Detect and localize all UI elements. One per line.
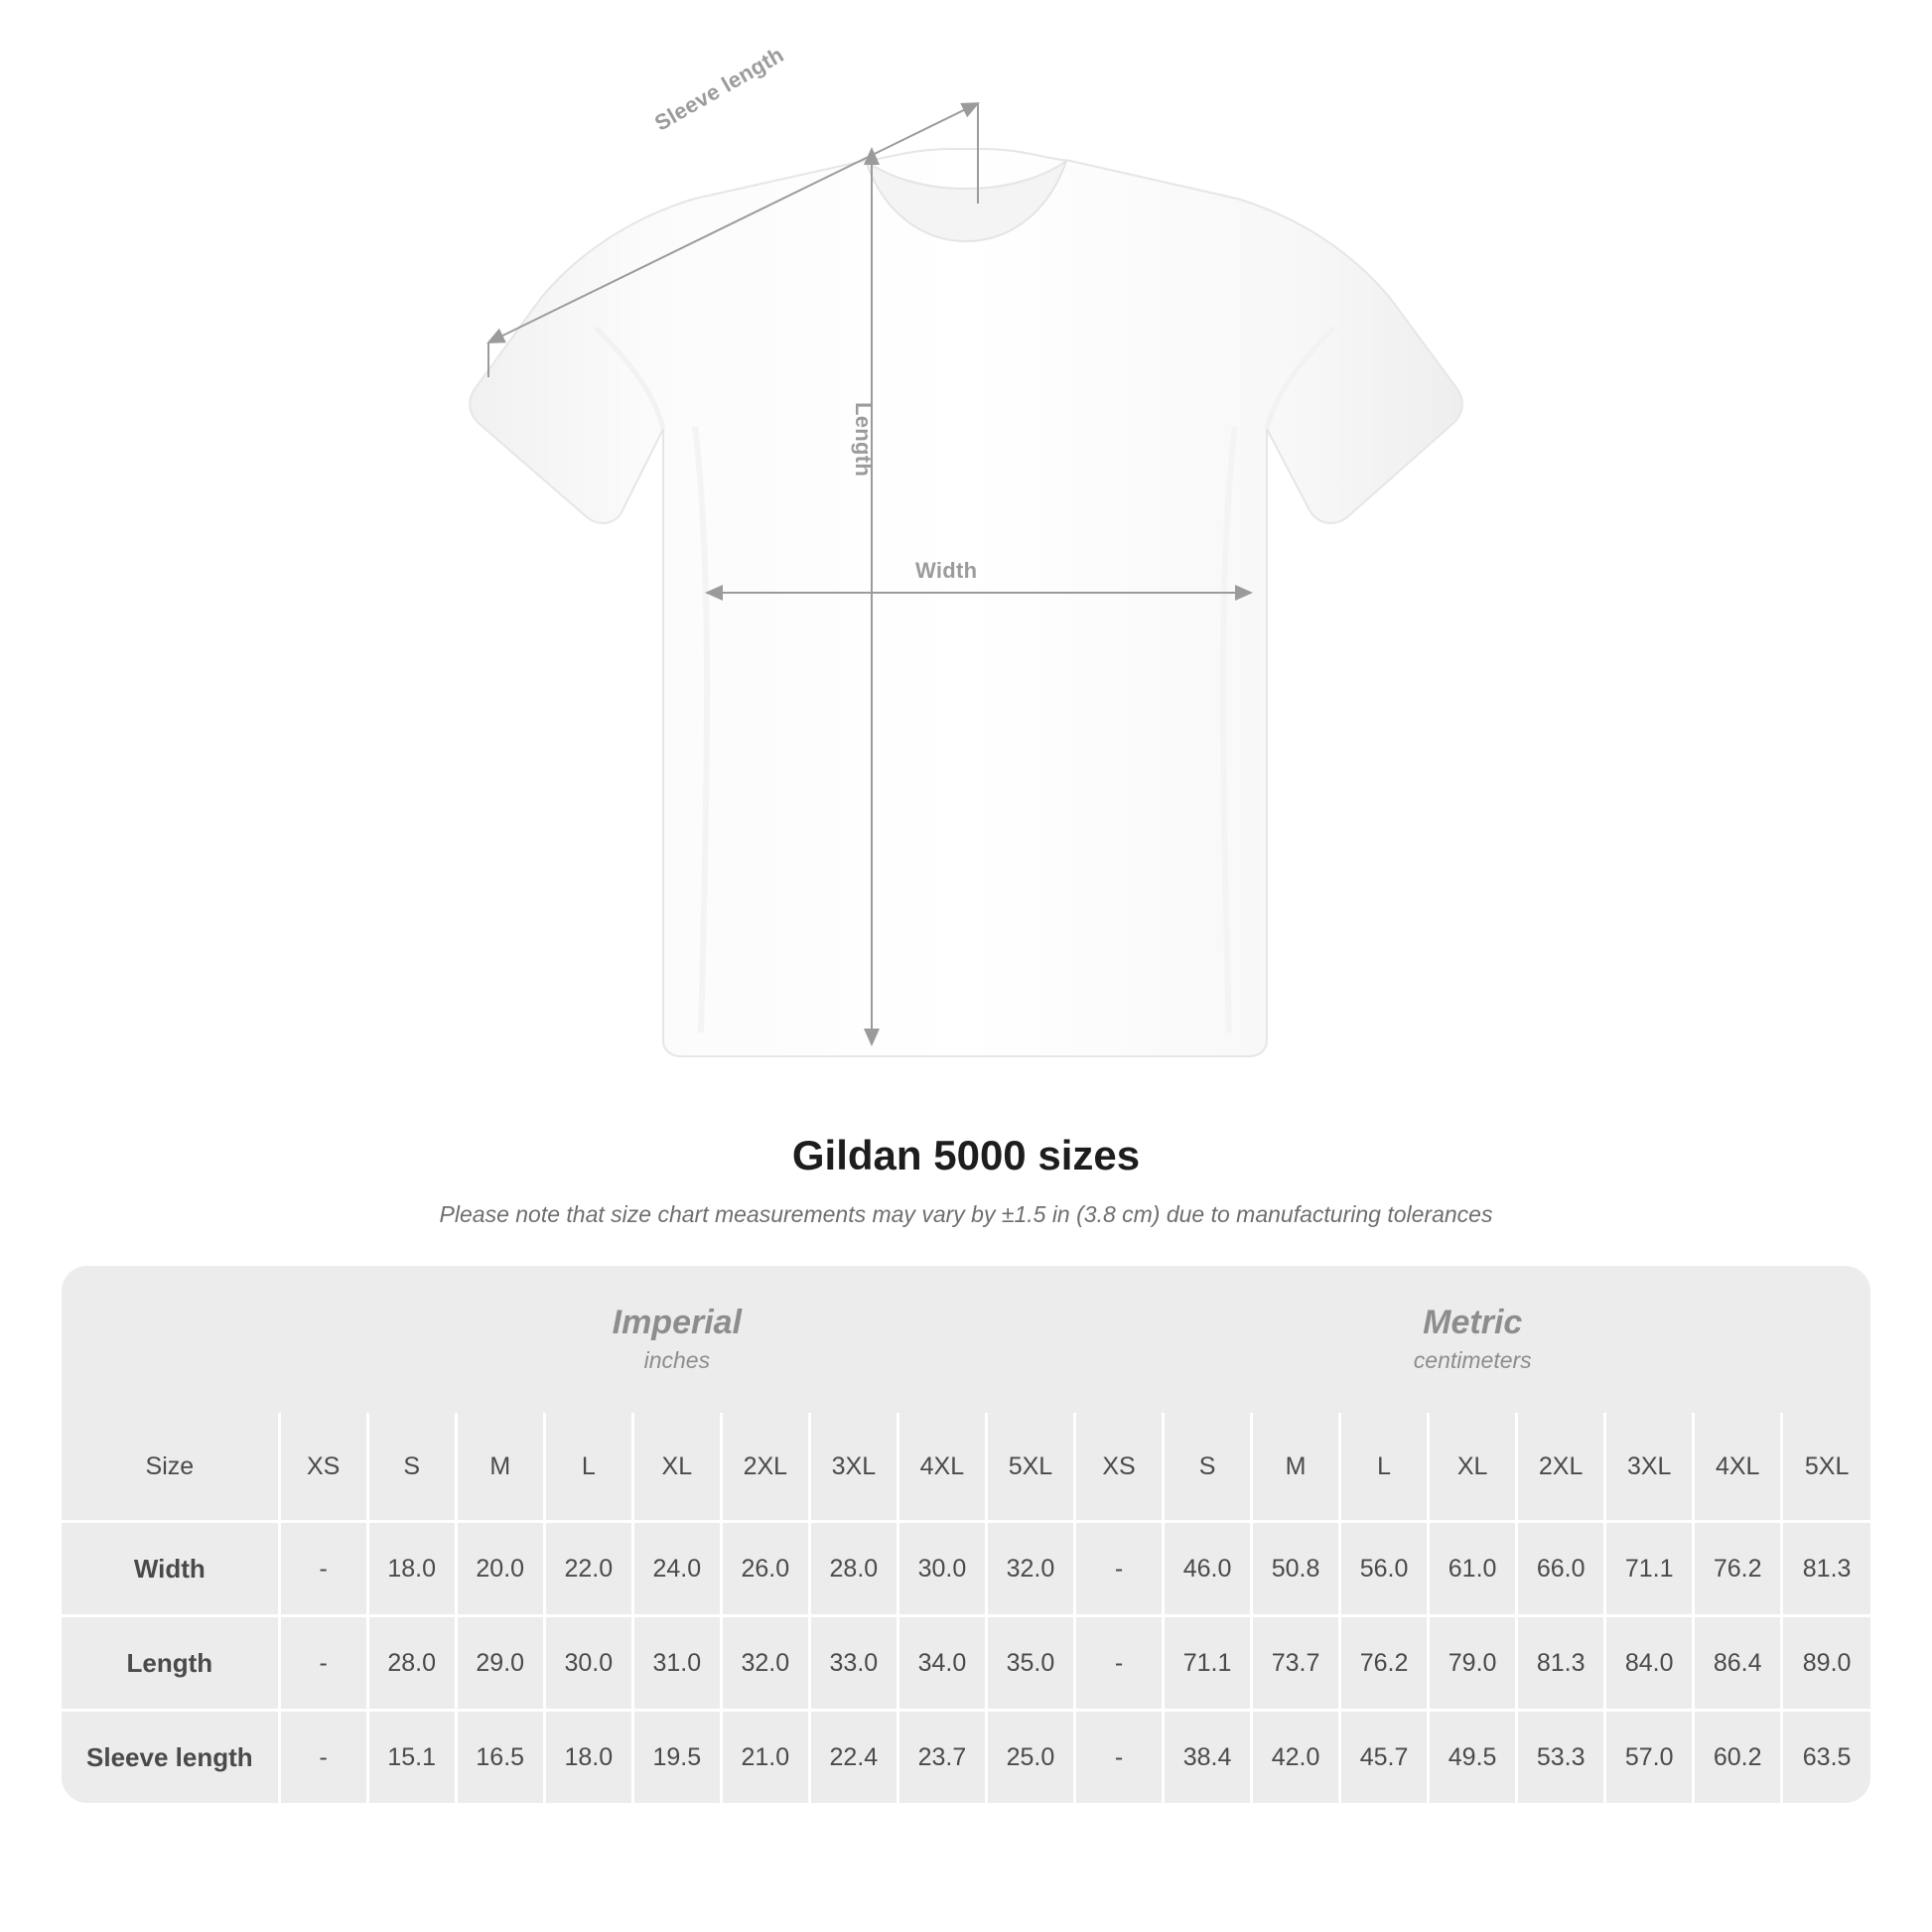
cell-width-imperial-m: 20.0 [456,1522,544,1616]
cell-width-imperial-l: 22.0 [544,1522,632,1616]
cell-sleeve-imperial-5xl: 25.0 [986,1711,1074,1804]
cell-length-metric-4xl: 86.4 [1694,1616,1782,1711]
cell-length-metric-l: 76.2 [1340,1616,1429,1711]
row-label-width: Width [62,1522,279,1616]
cell-sleeve-metric-xs: - [1074,1711,1163,1804]
cell-length-imperial-xl: 31.0 [632,1616,721,1711]
header-metric-2xl: 2XL [1517,1413,1605,1522]
cell-sleeve-metric-5xl: 63.5 [1782,1711,1870,1804]
cell-sleeve-metric-xl: 49.5 [1429,1711,1517,1804]
table-row [62,1616,1870,1711]
header-metric-5xl: 5XL [1782,1413,1870,1522]
unit-imperial [279,1266,1074,1413]
title-block [0,1132,1932,1228]
cell-length-imperial-m: 29.0 [456,1616,544,1711]
cell-length-metric-3xl: 84.0 [1605,1616,1694,1711]
cell-width-imperial-s: 18.0 [367,1522,456,1616]
header-imperial-2xl: 2XL [721,1413,809,1522]
cell-width-metric-5xl: 81.3 [1782,1522,1870,1616]
cell-length-metric-m: 73.7 [1252,1616,1340,1711]
header-imperial-l: L [544,1413,632,1522]
cell-sleeve-metric-4xl: 60.2 [1694,1711,1782,1804]
cell-width-imperial-4xl: 30.0 [897,1522,986,1616]
column-header-size: Size [62,1413,279,1522]
size-table [62,1266,1870,1803]
size-table-container [62,1266,1870,1803]
cell-width-imperial-3xl: 28.0 [809,1522,897,1616]
cell-width-imperial-xl: 24.0 [632,1522,721,1616]
cell-sleeve-metric-s: 38.4 [1164,1711,1252,1804]
cell-width-metric-xl: 61.0 [1429,1522,1517,1616]
shirt-shape [470,149,1462,1056]
row-label-length: Length [62,1616,279,1711]
cell-width-metric-2xl: 66.0 [1517,1522,1605,1616]
cell-sleeve-metric-2xl: 53.3 [1517,1711,1605,1804]
cell-width-metric-4xl: 76.2 [1694,1522,1782,1616]
cell-sleeve-imperial-m: 16.5 [456,1711,544,1804]
cell-width-metric-3xl: 71.1 [1605,1522,1694,1616]
cell-sleeve-metric-m: 42.0 [1252,1711,1340,1804]
header-metric-m: M [1252,1413,1340,1522]
cell-length-imperial-l: 30.0 [544,1616,632,1711]
header-imperial-5xl: 5XL [986,1413,1074,1522]
size-header-row [62,1413,1870,1522]
cell-length-imperial-xs: - [279,1616,367,1711]
cell-width-metric-l: 56.0 [1340,1522,1429,1616]
unit-metric-sub: centimeters [1413,1347,1532,1373]
unit-spacer [62,1266,279,1413]
table-row [62,1711,1870,1804]
unit-imperial-sub: inches [643,1347,711,1373]
row-label-sleeve-length: Sleeve length [62,1711,279,1804]
cell-length-metric-s: 71.1 [1164,1616,1252,1711]
unit-header-row [62,1266,1870,1413]
cell-length-imperial-2xl: 32.0 [721,1616,809,1711]
cell-length-metric-5xl: 89.0 [1782,1616,1870,1711]
cell-width-imperial-5xl: 32.0 [986,1522,1074,1616]
cell-sleeve-imperial-2xl: 21.0 [721,1711,809,1804]
cell-length-imperial-4xl: 34.0 [897,1616,986,1711]
header-metric-4xl: 4XL [1694,1413,1782,1522]
unit-metric [1074,1266,1870,1413]
header-metric-xl: XL [1429,1413,1517,1522]
cell-length-metric-xs: - [1074,1616,1163,1711]
cell-sleeve-metric-3xl: 57.0 [1605,1711,1694,1804]
header-imperial-xs: XS [279,1413,367,1522]
header-imperial-xl: XL [632,1413,721,1522]
width-label: Width [915,558,978,583]
cell-width-imperial-xs: - [279,1522,367,1616]
header-metric-s: S [1164,1413,1252,1522]
cell-width-metric-s: 46.0 [1164,1522,1252,1616]
cell-sleeve-imperial-xs: - [279,1711,367,1804]
header-metric-3xl: 3XL [1605,1413,1694,1522]
cell-length-imperial-3xl: 33.0 [809,1616,897,1711]
unit-metric-name: Metric [1423,1303,1523,1341]
header-imperial-4xl: 4XL [897,1413,986,1522]
length-label: Length [851,402,876,478]
header-imperial-m: M [456,1413,544,1522]
header-metric-xs: XS [1074,1413,1163,1522]
cell-sleeve-imperial-3xl: 22.4 [809,1711,897,1804]
tolerance-note: Please note that size chart measurements may vary by ±1.5 in (3.8 cm) due to manufacturing tolerances [439,1201,1493,1227]
cell-length-metric-2xl: 81.3 [1517,1616,1605,1711]
sleeve-length-label: Sleeve length [650,42,788,136]
table-row [62,1522,1870,1616]
cell-width-metric-xs: - [1074,1522,1163,1616]
header-metric-l: L [1340,1413,1429,1522]
cell-length-metric-xl: 79.0 [1429,1616,1517,1711]
cell-sleeve-imperial-xl: 19.5 [632,1711,721,1804]
cell-width-imperial-2xl: 26.0 [721,1522,809,1616]
cell-sleeve-metric-l: 45.7 [1340,1711,1429,1804]
cell-sleeve-imperial-4xl: 23.7 [897,1711,986,1804]
page-title: Gildan 5000 sizes [791,1132,1141,1178]
unit-imperial-name: Imperial [612,1303,743,1341]
header-imperial-s: S [367,1413,456,1522]
cell-length-imperial-s: 28.0 [367,1616,456,1711]
cell-length-imperial-5xl: 35.0 [986,1616,1074,1711]
cell-width-metric-m: 50.8 [1252,1522,1340,1616]
cell-sleeve-imperial-s: 15.1 [367,1711,456,1804]
cell-sleeve-imperial-l: 18.0 [544,1711,632,1804]
header-imperial-3xl: 3XL [809,1413,897,1522]
